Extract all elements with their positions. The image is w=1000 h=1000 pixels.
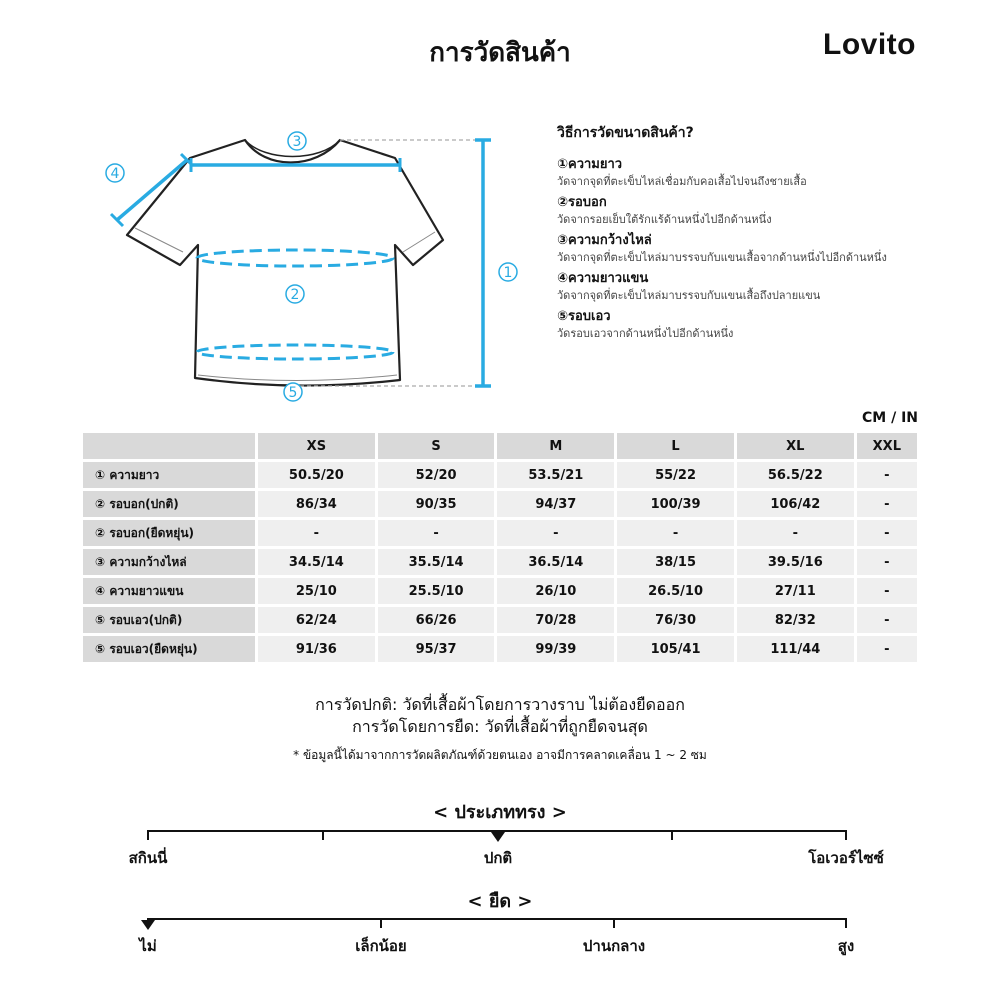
table-cell: 86/34	[258, 491, 375, 517]
table-row	[83, 491, 917, 517]
table-cell: 50.5/20	[258, 462, 375, 488]
table-cell: 36.5/14	[497, 549, 614, 575]
table-cell: 55/22	[617, 462, 734, 488]
table-row	[83, 462, 917, 488]
table-cell: 111/44	[737, 636, 854, 662]
mark-2: 2	[290, 287, 300, 303]
table-header-row	[83, 433, 917, 459]
row-label: ③ ความกว้างไหล่	[83, 549, 255, 575]
fit-scale-tick	[322, 830, 324, 840]
table-cell: 38/15	[617, 549, 734, 575]
howto-item-chest	[557, 194, 977, 228]
fit-label-regular: ปกติ	[483, 849, 513, 867]
size-header: S	[378, 433, 495, 459]
table-cell: 56.5/22	[737, 462, 854, 488]
table-cell: 66/26	[378, 607, 495, 633]
fit-label-skinny: สกินนี่	[128, 849, 168, 867]
table-row	[83, 636, 917, 662]
table-cell: 26.5/10	[617, 578, 734, 604]
mark-5: 5	[288, 385, 298, 401]
table-cell: -	[378, 520, 495, 546]
table-cell: 99/39	[497, 636, 614, 662]
table-cell: -	[857, 491, 917, 517]
stretch-label-slight: เล็กน้อย	[355, 937, 407, 955]
howto-heading: ④ความยาวแขน	[557, 271, 649, 286]
table-cell: -	[857, 578, 917, 604]
size-header: M	[497, 433, 614, 459]
howto-item-shoulder	[557, 232, 977, 266]
note-stretch: การวัดโดยการยืด: วัดที่เสื้อผ้าที่ถูกยืดจนสุด	[352, 717, 648, 736]
howto-desc: วัดจากรอยเย็บใต้รักแร้ด้านหนึ่งไปอีกด้านหนึ่ง	[557, 213, 772, 226]
tshirt-diagram	[95, 120, 535, 410]
mark-4: 4	[110, 166, 120, 182]
table-cell: 91/36	[258, 636, 375, 662]
size-header: XL	[737, 433, 854, 459]
howto-title: วิธีการวัดขนาดสินค้า?	[557, 125, 694, 141]
table-cell: 52/20	[378, 462, 495, 488]
page-title: การวัดสินค้า	[429, 38, 571, 68]
table-row	[83, 578, 917, 604]
table-row	[83, 607, 917, 633]
table-cell: 105/41	[617, 636, 734, 662]
size-header: L	[617, 433, 734, 459]
stretch-label-medium: ปานกลาง	[582, 937, 646, 955]
table-cell: 106/42	[737, 491, 854, 517]
table-cell: -	[497, 520, 614, 546]
howto-desc: วัดจากจุดที่ตะเข็บไหล่เชื่อมกับคอเสื้อไปจนถึงชายเสื้อ	[557, 175, 807, 188]
howto-desc: วัดรอบเอวจากด้านหนึ่งไปอีกด้านหนึ่ง	[557, 327, 734, 340]
table-cell: 34.5/14	[258, 549, 375, 575]
table-cell: 82/32	[737, 607, 854, 633]
row-label: ④ ความยาวแขน	[83, 578, 255, 604]
table-cell: 27/11	[737, 578, 854, 604]
unit-label: CM / IN	[862, 410, 918, 426]
row-label: ② รอบอก(ปกติ)	[83, 491, 255, 517]
row-label: ⑤ รอบเอว(ยืดหยุ่น)	[83, 636, 255, 662]
table-cell: 25/10	[258, 578, 375, 604]
shirt-outline	[127, 140, 443, 386]
table-cell: -	[258, 520, 375, 546]
howto-heading: ①ความยาว	[557, 157, 623, 172]
fit-scale-title: < ประเภททรง >	[433, 802, 567, 823]
table-cell: -	[737, 520, 854, 546]
brand-logo: Lovito	[823, 28, 916, 61]
table-cell: -	[857, 636, 917, 662]
table-cell: -	[857, 462, 917, 488]
howto-item-sleeve	[557, 270, 977, 304]
table-row	[83, 549, 917, 575]
stretch-scale-tick	[845, 918, 847, 928]
stretch-scale-tick	[380, 918, 382, 928]
howto-item-waist	[557, 308, 977, 342]
size-table	[80, 430, 920, 665]
fit-scale-tick	[671, 830, 673, 840]
howto-item-length	[557, 156, 977, 190]
stretch-scale-title: < ยืด >	[467, 891, 533, 912]
table-cell: 76/30	[617, 607, 734, 633]
table-cell: 94/37	[497, 491, 614, 517]
row-label: ① ความยาว	[83, 462, 255, 488]
table-cell: 53.5/21	[497, 462, 614, 488]
stretch-scale-tick	[613, 918, 615, 928]
mark-3: 3	[292, 134, 302, 150]
table-cell: -	[857, 520, 917, 546]
stretch-scale-marker	[141, 920, 155, 930]
howto-heading: ⑤รอบเอว	[557, 309, 611, 324]
row-label: ② รอบอก(ยืดหยุ่น)	[83, 520, 255, 546]
howto-desc: วัดจากจุดที่ตะเข็บไหล่มาบรรจบกับแขนเสื้อจากด้านหนึ่งไปอีกด้านหนึ่ง	[557, 251, 887, 264]
notes-section	[0, 694, 1000, 765]
table-cell: 95/37	[378, 636, 495, 662]
table-cell: 26/10	[497, 578, 614, 604]
fit-scale-tick	[845, 830, 847, 840]
table-cell: 25.5/10	[378, 578, 495, 604]
size-header: XS	[258, 433, 375, 459]
fit-scale-tick	[147, 830, 149, 840]
howto-heading: ③ความกว้างไหล่	[557, 233, 652, 248]
table-cell: -	[617, 520, 734, 546]
table-cell: -	[857, 607, 917, 633]
mark-1: 1	[503, 265, 513, 281]
stretch-label-high: สูง	[837, 937, 855, 955]
row-label: ⑤ รอบเอว(ปกติ)	[83, 607, 255, 633]
table-cell: 90/35	[378, 491, 495, 517]
stretch-label-none: ไม่	[139, 937, 157, 955]
fit-scale-marker	[491, 832, 505, 842]
table-cell: 39.5/16	[737, 549, 854, 575]
howto-section	[557, 122, 977, 346]
note-normal: การวัดปกติ: วัดที่เสื้อผ้าโดยการวางราบ ไม่ต้องยืดออก	[315, 695, 685, 714]
table-cell: 100/39	[617, 491, 734, 517]
table-row	[83, 520, 917, 546]
fit-label-oversize: โอเวอร์ไซซ์	[808, 849, 884, 867]
note-disclaimer: * ข้อมูลนี้ได้มาจากการวัดผลิตภัณฑ์ด้วยตนเอง อาจมีการคลาดเคลื่อน 1 ~ 2 ซม	[293, 748, 707, 762]
howto-heading: ②รอบอก	[557, 195, 607, 210]
table-cell: 70/28	[497, 607, 614, 633]
table-cell: 62/24	[258, 607, 375, 633]
table-cell: -	[857, 549, 917, 575]
header-blank-cell	[83, 433, 255, 459]
stretch-scale-line	[148, 918, 846, 920]
table-cell: 35.5/14	[378, 549, 495, 575]
howto-desc: วัดจากจุดที่ตะเข็บไหล่มาบรรจบกับแขนเสื้อถึงปลายแขน	[557, 289, 821, 302]
size-header: XXL	[857, 433, 917, 459]
